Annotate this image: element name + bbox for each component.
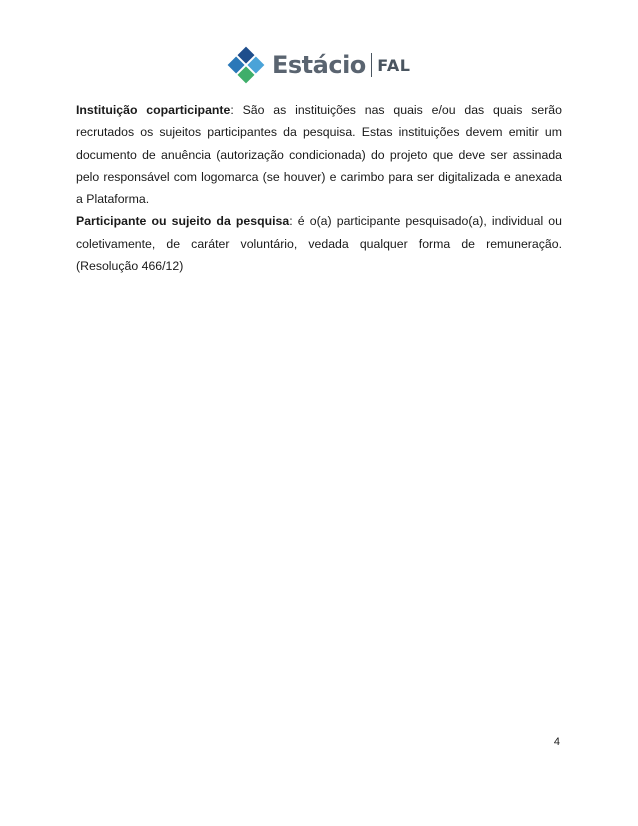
page-number: 4 [553, 736, 560, 748]
logo-wordmark: Estácio [272, 51, 366, 79]
estacio-fal-logo [226, 40, 410, 90]
definition-instituicao: : São as instituições nas quais e/ou das quais serão recrutados os sujeitos participantes da pesquisa. Estas instituições devem emitir um documento de anuência (autorização condicionada) do projeto que deve ser assinada pelo responsável com logomarca (se houver) e carimbo para ser digitalizada e anexada a Plataforma. [76, 103, 562, 207]
term-participante: Participante ou sujeito da pesquisa [76, 214, 290, 229]
body-text [76, 99, 562, 277]
paragraph-instituicao [76, 99, 562, 210]
definition-participante: : é o(a) participante pesquisado(a), individual ou coletivamente, de caráter voluntário, vedada qualquer forma de remuneração. (Resolução 466/12) [76, 214, 562, 274]
logo-divider [371, 53, 373, 77]
logo-subtitle: FAL [377, 55, 411, 75]
paragraph-participante [76, 210, 562, 277]
estacio-logo-icon [226, 45, 266, 85]
term-instituicao: Instituição coparticipante [76, 103, 231, 117]
